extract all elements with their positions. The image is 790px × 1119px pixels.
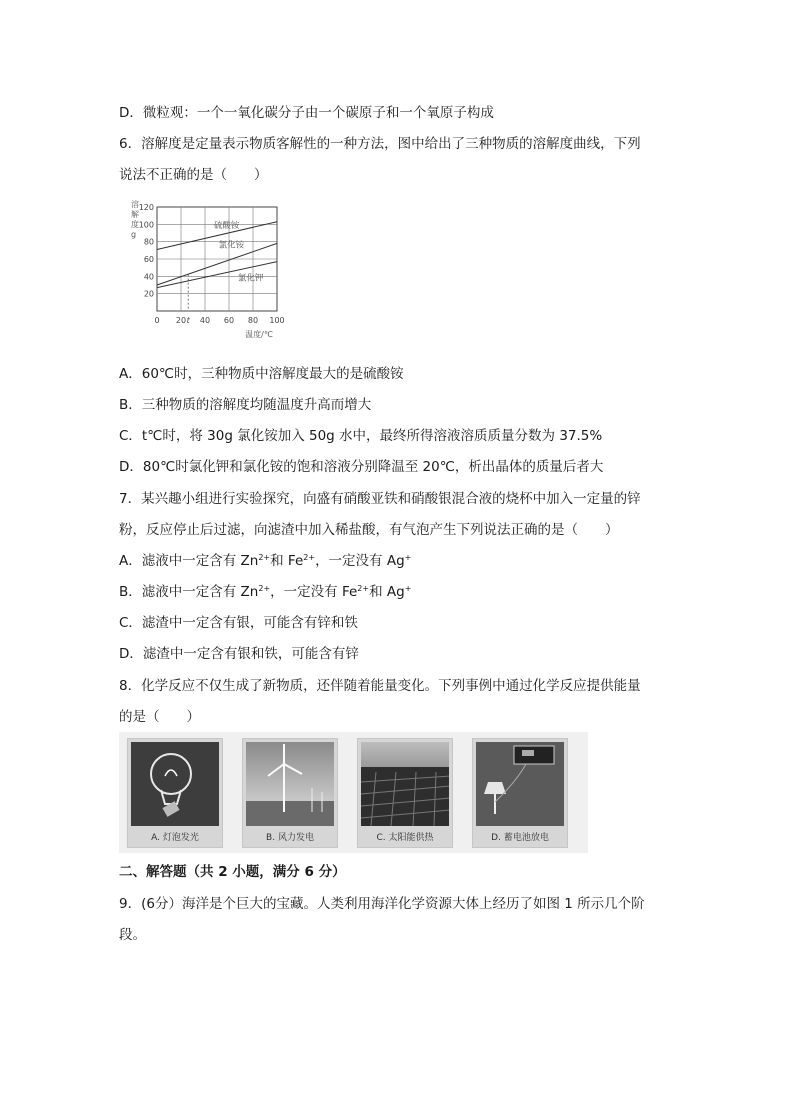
y-axis-label-1: 溶 bbox=[131, 200, 139, 209]
y-tick-label: 40 bbox=[143, 272, 154, 282]
q7-a-sup3: + bbox=[404, 553, 412, 562]
q7-b-text1: B．滤液中一定含有 Zn bbox=[119, 584, 259, 600]
x-tick-label: 40 bbox=[199, 316, 211, 325]
photo-solar-panel bbox=[357, 738, 453, 848]
q7-option-b bbox=[119, 583, 411, 601]
caption-d: D. 蓄电池放电 bbox=[491, 833, 549, 843]
x-tick-label: 60 bbox=[223, 316, 235, 325]
q6-option-d: D．80℃时氯化钾和氯化铵的饱和溶液分别降温至 20℃，析出晶体的质量后者大 bbox=[119, 459, 604, 475]
q7-option-c: C．滤渣中一定含有银，可能含有锌和铁 bbox=[119, 615, 358, 631]
q8-stem-line1: 8．化学反应不仅生成了新物质，还伴随着能量变化。下列事例中通过化学反应提供能量 bbox=[119, 678, 641, 694]
curve-label: 氯化钾 bbox=[237, 273, 264, 284]
photo-light-bulb bbox=[127, 738, 223, 848]
y-tick-label: 20 bbox=[143, 289, 154, 299]
q7-b-text3: 和 Ag bbox=[369, 584, 405, 600]
q7-a-text1: A．滤液中一定含有 Zn bbox=[119, 553, 259, 569]
q7-b-sup3: + bbox=[404, 584, 412, 593]
y-tick-label: 100 bbox=[138, 220, 154, 230]
curve-label: 氯化铵 bbox=[218, 240, 245, 251]
q7-a-sup2: 2+ bbox=[303, 553, 316, 562]
q7-stem-line2: 粉，反应停止后过滤，向滤渣中加入稀盐酸，有气泡产生下列说法正确的是（ ） bbox=[119, 522, 619, 538]
q6-option-a: A．60℃时，三种物质中溶解度最大的是硫酸铵 bbox=[119, 366, 404, 382]
solubility-chart-svg bbox=[119, 197, 294, 347]
q6-option-c: C．t℃时，将 30g 氯化铵加入 50g 水中，最终所得溶液溶质质量分数为 37.5% bbox=[119, 428, 603, 444]
q7-option-d: D．滤渣中一定含有银和铁，可能含有锌 bbox=[119, 646, 359, 662]
q8-stem-line2: 的是（ ） bbox=[119, 709, 200, 725]
x-tick-label: t bbox=[186, 316, 190, 325]
x-axis-label: 温度/℃ bbox=[245, 330, 273, 339]
y-axis-label-4: g bbox=[131, 230, 137, 239]
photo-wind-turbine bbox=[242, 738, 338, 848]
y-axis-label-3: 度 bbox=[131, 220, 139, 229]
q7-b-sup2: 2+ bbox=[357, 584, 370, 593]
x-tick-label: 20 bbox=[175, 316, 187, 325]
q9-line2: 段。 bbox=[119, 927, 146, 943]
y-axis-label-2: 解 bbox=[131, 210, 139, 219]
solubility-graph bbox=[119, 197, 294, 347]
q7-a-text3: ，一定没有 Ag bbox=[315, 553, 405, 569]
caption-a: A. 灯泡发光 bbox=[151, 833, 199, 843]
photo-battery-lamp bbox=[472, 738, 568, 848]
x-tick-label: 100 bbox=[269, 316, 285, 325]
x-tick-label: 0 bbox=[154, 316, 160, 325]
q7-stem-line1: 7．某兴趣小组进行实验探究，向盛有硝酸亚铁和硝酸银混合液的烧杯中加入一定量的锌 bbox=[119, 491, 641, 507]
wind-turbine-icon bbox=[246, 742, 334, 826]
q9-line1: 9．(6分）海洋是个巨大的宝藏。人类利用海洋化学资源大体上经历了如图 1 所示几个阶 bbox=[119, 896, 645, 912]
caption-c: C. 太阳能供热 bbox=[376, 833, 434, 843]
q7-b-sup1: 2+ bbox=[258, 584, 271, 593]
q6-stem-line1: 6．溶解度是定量表示物质客解性的一种方法，图中给出了三种物质的溶解度曲线，下列 bbox=[119, 136, 641, 152]
q7-option-a bbox=[119, 552, 411, 570]
y-tick-label: 80 bbox=[143, 237, 154, 247]
light-bulb-icon bbox=[131, 742, 219, 826]
y-tick-label: 60 bbox=[143, 255, 154, 264]
q7-a-text2: 和 Fe bbox=[270, 553, 304, 569]
q7-b-text2: ，一定没有 Fe bbox=[270, 584, 358, 600]
caption-b: B. 风力发电 bbox=[266, 833, 314, 843]
q6-stem-line2: 说法不正确的是（ ） bbox=[119, 167, 268, 183]
q7-a-sup1: 2+ bbox=[258, 553, 271, 562]
curve-label: 硫酸铵 bbox=[213, 220, 240, 231]
q5-option-d: D．微粒观：一个一氧化碳分子由一个碳原子和一个氧原子构成 bbox=[119, 105, 494, 121]
x-tick-label: 80 bbox=[247, 316, 259, 325]
y-tick-label: 120 bbox=[138, 203, 154, 212]
solar-panel-icon bbox=[361, 742, 449, 826]
q8-photo-strip bbox=[119, 732, 588, 853]
section-heading: 二、解答题（共 2 小题，满分 6 分） bbox=[119, 864, 346, 880]
q6-option-b: B．三种物质的溶解度均随温度升高而增大 bbox=[119, 397, 372, 413]
battery-lamp-icon bbox=[476, 742, 564, 826]
